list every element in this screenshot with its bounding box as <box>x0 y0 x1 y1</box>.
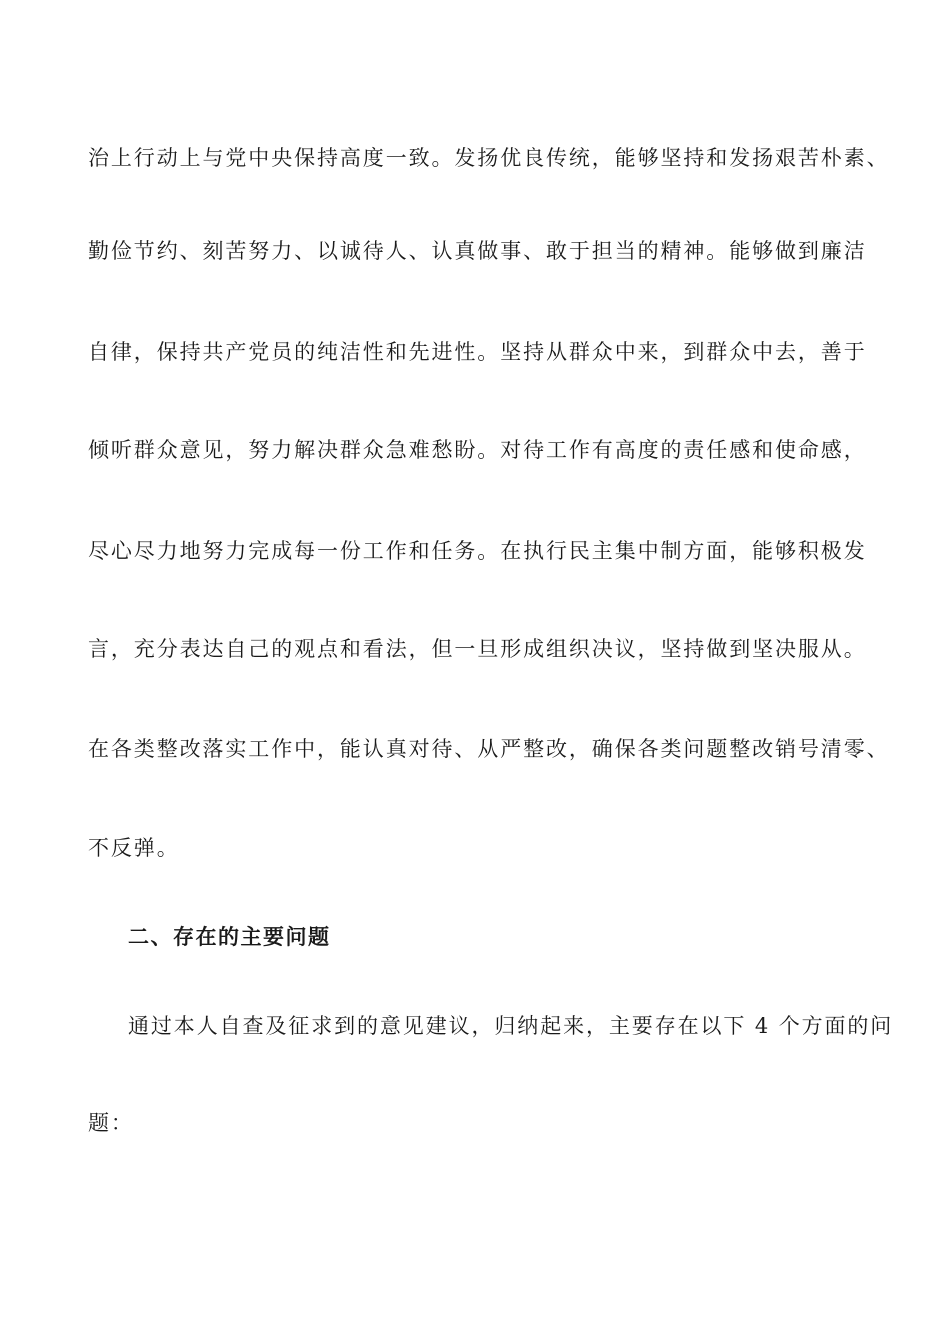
body-text-line: 自律，保持共产党员的纯洁性和先进性。坚持从群众中来，到群众中去，善于 <box>88 340 867 364</box>
body-text-line: 治上行动上与党中央保持高度一致。发扬优良传统，能够坚持和发扬艰苦朴素、 <box>88 146 890 170</box>
body-text-line: 在各类整改落实工作中，能认真对待、从严整改，确保各类问题整改销号清零、 <box>88 737 890 761</box>
body-text-line: 尽心尽力地努力完成每一份工作和任务。在执行民主集中制方面，能够积极发 <box>88 539 867 563</box>
body-text-line: 言，充分表达自己的观点和看法，但一旦形成组织决议，坚持做到坚决服从。 <box>88 637 867 661</box>
body-text-line: 勤俭节约、刻苦努力、以诚待人、认真做事、敢于担当的精神。能够做到廉洁 <box>88 239 867 263</box>
body-text-line: 通过本人自查及征求到的意见建议，归纳起来，主要存在以下 4 个方面的问 <box>128 1014 894 1038</box>
body-text-line: 不反弹。 <box>88 836 180 860</box>
body-text-line: 题： <box>88 1111 134 1135</box>
section-heading: 二、存在的主要问题 <box>128 924 331 949</box>
body-text-line: 倾听群众意见，努力解决群众急难愁盼。对待工作有高度的责任感和使命感， <box>88 438 867 462</box>
